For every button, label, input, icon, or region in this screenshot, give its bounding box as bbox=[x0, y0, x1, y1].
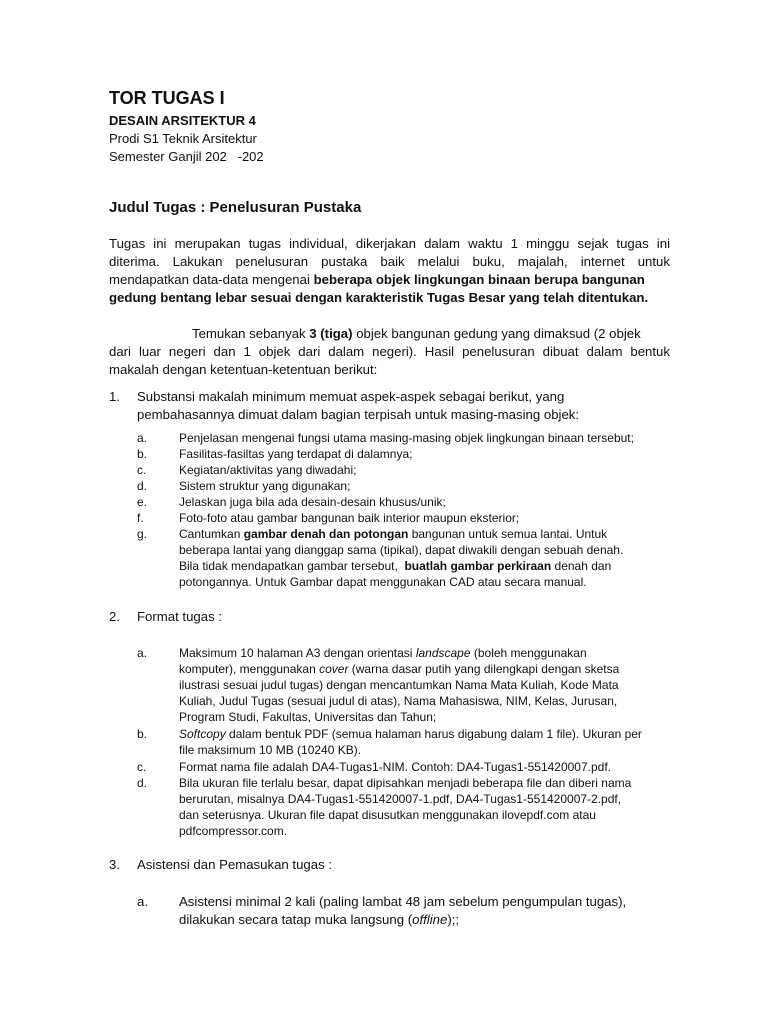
list-item-text: Foto-foto atau gambar bangunan baik interior maupun eksterior; bbox=[179, 511, 520, 525]
task-text: Temukan sebanyak bbox=[192, 326, 310, 341]
list-item-text: Sistem struktur yang digunakan; bbox=[179, 479, 351, 493]
list-item-letter: d. bbox=[137, 776, 148, 790]
section-1-number: 1. bbox=[109, 389, 120, 404]
section-1-line-1: Substansi makalah minimum memuat aspek-aspek sebagai berikut, yang bbox=[137, 389, 565, 404]
list-item-letter: b. bbox=[137, 727, 148, 741]
list-item-text: Fasilitas-fasiltas yang terdapat di dalamnya; bbox=[179, 447, 413, 461]
task-text: objek bangunan gedung yang dimaksud (2 objek bbox=[352, 326, 641, 341]
intro-line-3 bbox=[109, 271, 645, 289]
task-count: 3 (tiga) bbox=[309, 326, 353, 341]
list-item-letter: a. bbox=[137, 431, 148, 445]
list-item-g-line-3 bbox=[179, 558, 611, 574]
list-item-text: denah dan bbox=[551, 559, 612, 573]
list-item-emphasis: buatlah gambar perkiraan bbox=[404, 559, 552, 573]
list-item-text: (warna dasar putih yang dilengkapi dengan sketsa bbox=[348, 662, 620, 676]
list-item-a-line-3: ilustrasi sesuai judul tugas) dengan mencantumkan Nama Mata Kuliah, Kode Mata bbox=[179, 678, 619, 692]
list-item-letter: c. bbox=[137, 760, 147, 774]
list-item-g-line-1 bbox=[179, 526, 607, 542]
list-item-letter: a. bbox=[137, 646, 148, 660]
list-item-d-line-2: berurutan, misalnya DA4-Tugas1-551420007-1.pdf, DA4-Tugas1-551420007-2.pdf, bbox=[179, 792, 622, 806]
list-item-d-line-1: Bila ukuran file terlalu besar, dapat dipisahkan menjadi beberapa file dan diberi nama bbox=[179, 776, 632, 790]
list-item-text: );; bbox=[447, 912, 460, 927]
list-item-text: (boleh menggunakan bbox=[470, 646, 587, 660]
list-item-a-line-5: Program Studi, Fakultas, Universitas dan Tahun; bbox=[179, 710, 437, 724]
task-line-3: makalah dengan ketentuan-ketentuan berikut: bbox=[109, 362, 378, 377]
list-item-text: Cantumkan bbox=[179, 527, 244, 541]
section-1-line-2: pembahasannya dimuat dalam bagian terpisah untuk masing-masing objek: bbox=[137, 407, 580, 422]
course-name: DESAIN ARSITEKTUR 4 bbox=[109, 113, 256, 128]
list-item-a-line-2 bbox=[179, 911, 459, 929]
list-item-text: Kegiatan/aktivitas yang diwadahi; bbox=[179, 463, 357, 477]
list-item-b-line-2: file maksimum 10 MB (10240 KB). bbox=[179, 743, 362, 757]
list-item-text: Penjelasan mengenai fungsi utama masing-masing objek lingkungan binaan tersebut; bbox=[179, 431, 634, 445]
intro-line-2: diterima. Lakukan penelusuran pustaka baik melalui buku, majalah, internet untuk bbox=[109, 254, 670, 269]
list-item-g-line-2: beberapa lantai yang dianggap sama (tipikal), dapat diwakili dengan sebuah denah. bbox=[179, 543, 624, 557]
list-item-c-text: Format nama file adalah DA4-Tugas1-NIM. Contoh: DA4-Tugas1-551420007.pdf. bbox=[179, 760, 612, 774]
section-2-heading: Format tugas : bbox=[137, 609, 223, 624]
section-2-number: 2. bbox=[109, 609, 120, 624]
list-item-letter: a. bbox=[137, 894, 148, 909]
section-3-number: 3. bbox=[109, 857, 120, 872]
list-item-letter: g. bbox=[137, 527, 148, 541]
list-item-letter: f. bbox=[137, 511, 144, 525]
list-item-italic: offline bbox=[412, 912, 448, 927]
list-item-g-line-4: potongannya. Untuk Gambar dapat menggunakan CAD atau secara manual. bbox=[179, 575, 587, 589]
list-item-text: Maksimum 10 halaman A3 dengan orientasi bbox=[179, 646, 416, 660]
intro-text: mendapatkan data-data mengenai bbox=[109, 272, 314, 287]
list-item-a-line-4: Kuliah, Judul Tugas (sesuai judul di atas), Nama Mahasiswa, NIM, Kelas, Jurusan, bbox=[179, 694, 618, 708]
intro-line-4: gedung bentang lebar sesuai dengan karakteristik Tugas Besar yang telah ditentukan. bbox=[109, 290, 649, 305]
section-3-heading: Asistensi dan Pemasukan tugas : bbox=[137, 857, 332, 872]
list-item-a-line-1 bbox=[179, 645, 587, 661]
semester-label: Semester Ganjil 202 -202 bbox=[109, 149, 264, 164]
list-item-letter: e. bbox=[137, 495, 148, 509]
list-item-d-line-3: dan seterusnya. Ukuran file dapat disusutkan menggunakan ilovepdf.com atau bbox=[179, 808, 596, 822]
list-item-emphasis: gambar denah dan potongan bbox=[243, 527, 409, 541]
intro-line-1: Tugas ini merupakan tugas individual, dikerjakan dalam waktu 1 minggu sejak tugas ini bbox=[109, 236, 670, 251]
list-item-italic: landscape bbox=[415, 646, 471, 660]
list-item-letter: b. bbox=[137, 447, 148, 461]
task-line-1 bbox=[192, 325, 641, 343]
list-item-text: bangunan untuk semua lantai. Untuk bbox=[408, 527, 608, 541]
list-item-d-line-4: pdfcompressor.com. bbox=[179, 824, 288, 838]
list-item-text: dilakukan secara tatap muka langsung ( bbox=[179, 912, 413, 927]
list-item-italic: Softcopy bbox=[179, 727, 226, 741]
list-item-a-line-1: Asistensi minimal 2 kali (paling lambat 48 jam sebelum pengumpulan tugas), bbox=[179, 894, 627, 909]
list-item-b-line-1 bbox=[179, 726, 642, 742]
program-name: Prodi S1 Teknik Arsitektur bbox=[109, 131, 257, 146]
list-item-letter: c. bbox=[137, 463, 147, 477]
document-title: TOR TUGAS I bbox=[109, 88, 225, 108]
intro-emphasis: beberapa objek lingkungan binaan berupa bangunan bbox=[313, 272, 645, 287]
assignment-title: Judul Tugas : Penelusuran Pustaka bbox=[109, 199, 362, 216]
list-item-text: Bila tidak mendapatkan gambar tersebut, bbox=[179, 559, 405, 573]
list-item-italic: cover bbox=[319, 662, 349, 676]
list-item-a-line-2 bbox=[179, 661, 619, 677]
list-item-letter: d. bbox=[137, 479, 148, 493]
list-item-text: komputer), menggunakan bbox=[179, 662, 320, 676]
list-item-text: dalam bentuk PDF (semua halaman harus digabung dalam 1 file). Ukuran per bbox=[225, 727, 642, 741]
list-item-text: Jelaskan juga bila ada desain-desain khusus/unik; bbox=[179, 495, 446, 509]
task-line-2: dari luar negeri dan 1 objek dari dalam negeri). Hasil penelusuran dibuat dalam bentuk bbox=[109, 344, 670, 359]
